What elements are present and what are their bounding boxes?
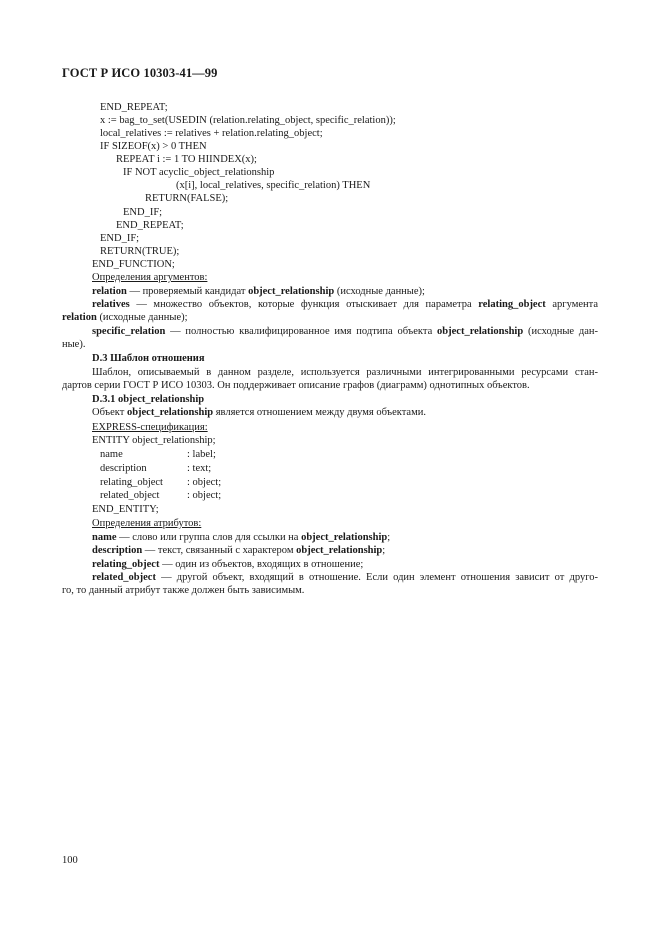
text: ; [387,532,391,543]
arguments-heading: Определения аргументов: [92,272,208,283]
subsection-title: D.3.1 object_relationship [92,394,205,405]
def-related-object-line1 [92,571,598,584]
arg-relation [92,285,425,298]
def-description [92,544,385,557]
attribute-name: description [100,463,147,474]
section-paragraph-line1: Шаблон, описываемый в данном разделе, используется различными интегрированными ресурсами стан- [92,367,598,378]
page-header: ГОСТ Р ИСО 10303-41—99 [62,66,218,80]
def-related-object-line2: го, то данный атрибут также должен быть зависимым. [62,585,305,596]
attribute-type: : text; [187,463,212,474]
arg-specific-line1 [92,325,598,338]
def-name [92,531,390,544]
attribute-type: : object; [187,477,222,488]
def-relating-object [92,558,363,571]
code-line: END_FUNCTION; [92,259,175,270]
term: object_relationship [437,326,524,337]
arg-specific-line2: ные). [62,339,86,350]
arg-relatives-line1 [92,298,598,311]
code-line: RETURN(FALSE); [145,193,229,204]
text: — проверяемый кандидат [126,286,249,297]
attribute-type: : label; [187,449,216,460]
code-line: IF NOT acyclic_object_relationship [123,167,275,178]
attribute-name: name [100,449,123,460]
code-line: END_IF; [123,207,163,218]
term: object_relationship [301,532,388,543]
attributes-heading: Определения атрибутов: [92,518,202,529]
text: (исходные данные); [96,312,188,323]
text: — слово или группа слов для ссылки на [116,532,302,543]
text: — текст, связанный с характером [142,545,297,556]
code-line: END_REPEAT; [100,102,168,113]
term: relation [62,312,97,323]
term: description [92,545,143,556]
attribute-name: related_object [100,490,160,501]
code-line: RETURN(TRUE); [100,246,180,257]
term: object_relationship [126,407,214,418]
text: — полностью квалифицированное имя подтипа объекта [165,326,438,337]
code-line: local_relatives := relatives + relation.relating_object; [100,128,323,139]
attribute-type: : object; [187,490,222,501]
code-line: END_IF; [100,233,140,244]
section-title: D.3 Шаблон отношения [92,353,205,364]
text: Объект [92,407,127,418]
term: object_relationship [296,545,383,556]
text: аргумента [545,299,598,310]
text: — множество объектов, которые функция отыскивает для параметра [129,299,479,310]
code-line: IF SIZEOF(x) > 0 THEN [100,141,207,152]
term: relating_object [92,559,160,570]
attribute-name: relating_object [100,477,163,488]
text: является отношением между двумя объектами. [213,407,426,418]
code-line: REPEAT i := 1 TO HIINDEX(x); [116,154,257,165]
term: specific_relation [92,326,166,337]
express-heading: EXPRESS-спецификация: [92,422,208,433]
code-line: (x[i], local_relatives, specific_relation) THEN [176,180,371,191]
text: (исходные данные); [334,286,425,297]
text: — другой объект, входящий в отношение. Если один элемент отношения зависит от друго- [155,572,598,583]
term: relatives [92,299,130,310]
text: — один из объектов, входящих в отношение; [159,559,364,570]
subsection-paragraph [92,406,426,419]
page-number: 100 [62,855,78,866]
text: (исходные дан- [523,326,599,337]
entity-open: ENTITY object_relationship; [92,435,216,446]
section-paragraph-line2: дартов серии ГОСТ Р ИСО 10303. Он поддерживает описание графов (диаграмм) однотипных объектов. [62,380,530,391]
entity-close: END_ENTITY; [92,504,159,515]
term: name [92,532,117,543]
code-line: END_REPEAT; [116,220,184,231]
term: relation [92,286,127,297]
arg-relatives-line2 [62,311,188,324]
term: relating_object [478,299,546,310]
term: related_object [92,572,156,583]
code-line: x := bag_to_set(USEDIN (relation.relating_object, specific_relation)); [100,115,396,126]
text: ; [382,545,386,556]
term: object_relationship [248,286,335,297]
